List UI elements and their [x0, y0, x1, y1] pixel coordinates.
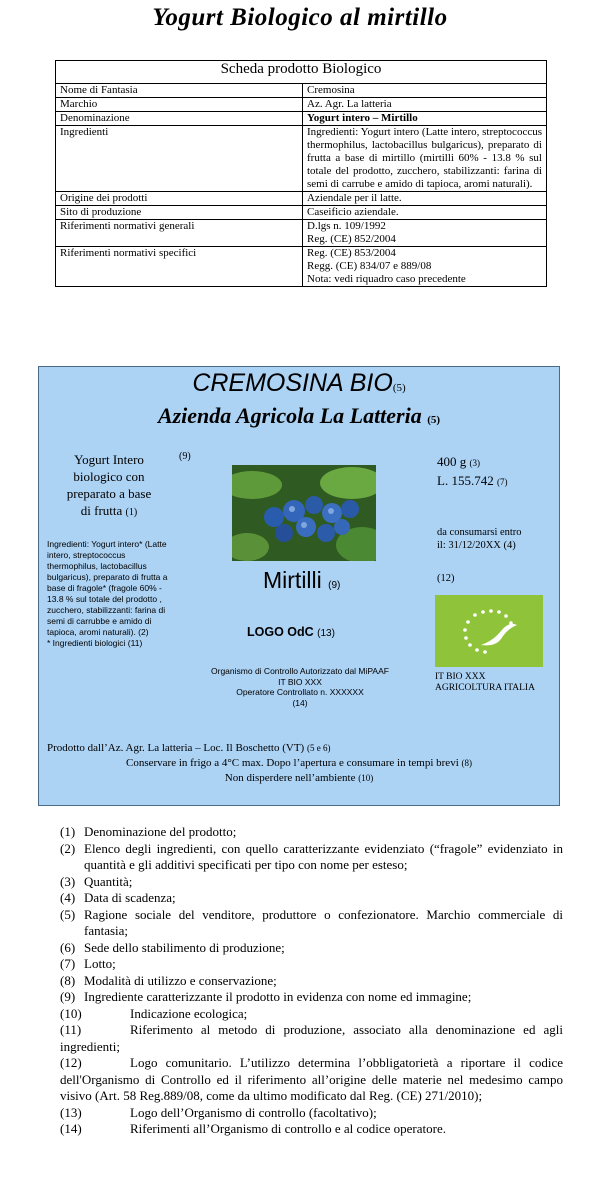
row-key: Nome di Fantasia [56, 84, 303, 98]
quantity-lot: 400 g (3) L. 155.742 (7) [437, 454, 508, 488]
control-body-info: Organismo di Controllo Autorizzato dal MiPAAF IT BIO XXX Operatore Controllato n. XXXXXX (14) [211, 666, 389, 708]
ref-number: (9) [179, 451, 191, 462]
row-value-line: Nota: vedi riquadro caso precedente [307, 273, 466, 285]
row-value: Aziendale per il latte. [303, 192, 547, 206]
table-row [56, 126, 547, 192]
row-value: Caseificio aziendale. [303, 206, 547, 220]
table-row [56, 112, 547, 126]
list-item: (4) Data di scadenza; [60, 890, 176, 905]
bio-code: IT BIO XXX AGRICOLTURA ITALIA [435, 672, 535, 693]
table-row [56, 220, 547, 247]
row-value: Az. Agr. La latteria [303, 98, 547, 112]
row-key: Sito di produzione [56, 206, 303, 220]
row-value-line: D.lgs n. 109/1992 [307, 220, 386, 232]
list-item: (6) Sede dello stabilimento di produzione; [60, 939, 285, 955]
list-item: (12) Logo comunitario. L’utilizzo determina l’obbligatorietà a riportare il codice dell'Organismo di Controllo ed il riferimento all’origine delle materie nel medesimo campo visivo (Art. 58 Reg.889/08, come da ultimo modificato dal Reg. (CE) 271/2010); [60, 1055, 563, 1103]
list-item: (10) Indicazione ecologica; [60, 1005, 248, 1021]
blueberries-photo-icon [232, 465, 376, 561]
list-item: (5) Ragione sociale del venditore, produttore o confezionatore. Marchio commerciale di fantasia; [60, 906, 563, 938]
odc-logo-placeholder: LOGO OdC (13) [247, 625, 335, 639]
row-value [303, 220, 547, 247]
row-value [303, 247, 547, 287]
list-item: (7) Lotto; [60, 956, 116, 971]
row-key: Origine dei prodotti [56, 192, 303, 206]
row-value: Ingredienti: Yogurt intero (Latte intero, streptococcus thermophilus, lactobacillus bulgaricus), preparato di frutta a base di mirtillo (mirtilli 60% - 13.8 % sul totale del prodotto, zucchero, stabilizzanti: farina di semi di carrube e amido di tapioca, aromi naturali). [303, 126, 547, 192]
row-key: Ingredienti [56, 126, 303, 192]
sheet-header: Scheda prodotto Biologico [56, 61, 547, 84]
product-sheet-table [55, 60, 547, 287]
product-denomination: Yogurt Intero biologico con preparato a base di frutta (1) [66, 452, 152, 518]
table-row [56, 84, 547, 98]
eu-organic-logo-icon [435, 595, 543, 667]
list-item: (14) Riferimenti all’Organismo di controllo e al codice operatore. [60, 1121, 446, 1136]
characterizing-ingredient: Mirtilli (9) [263, 567, 341, 593]
expiry-date: da consumarsi entro il: 31/12/20XX (4) [437, 527, 522, 551]
page-title: Yogurt Biologico al mirtillo [152, 4, 448, 31]
list-item: (9) Ingrediente caratterizzante il prodotto in evidenza con nome ed immagine; [60, 989, 472, 1004]
row-key: Denominazione [56, 112, 303, 126]
table-row [56, 247, 547, 287]
farm-name: Azienda Agricola La Latteria (5) [157, 403, 441, 428]
list-item: (11) Riferimento al metodo di produzione, associato alla denominazione ed agli ingredienti; [60, 1022, 563, 1054]
label-ingredients: Ingredienti: Yogurt intero* (Latte intero, streptococcus thermophilus, lactobacillus bulgaricus), preparato di frutta a base di fragole* (fragole 60% - 13.8 % sul totale del prodotto , zucchero, stabilizzanti: farina di semi di carrubbe e amido di tapioca, aromi naturali). (2) * Ingredienti biologici (11) [47, 539, 168, 648]
brand-name: CREMOSINA BIO(5) [192, 369, 406, 397]
row-value: Cremosina [303, 84, 547, 98]
row-value-line: Reg. (CE) 852/2004 [307, 233, 396, 245]
legend-list [60, 824, 563, 1138]
row-key: Riferimenti normativi generali [56, 220, 303, 247]
row-value-line: Reg. (CE) 853/2004 [307, 247, 396, 259]
storage-info: Conservare in frigo a 4°C max. Dopo l’apertura e consumare in tempi brevi (8) [125, 757, 473, 769]
row-key: Marchio [56, 98, 303, 112]
product-label [38, 366, 560, 806]
list-item: (13) Logo dell’Organismo di controllo (facoltativo); [60, 1104, 377, 1120]
list-item: (8) Modalità di utilizzo e conservazione; [60, 972, 277, 988]
row-value: Yogurt intero – Mirtillo [303, 112, 547, 126]
table-row [56, 192, 547, 206]
table-row [56, 98, 547, 112]
list-item: (1) Denominazione del prodotto; [60, 824, 237, 839]
row-key: Riferimenti normativi specifici [56, 247, 303, 287]
list-item: (3) Quantità; [60, 873, 133, 889]
producer-info: Prodotto dall’Az. Agr. La latteria – Loc. Il Boschetto (VT) (5 e 6) [47, 742, 331, 754]
ref-number: (12) [437, 573, 455, 584]
ecology-info: Non disperdere nell’ambiente (10) [224, 772, 374, 784]
row-value-line: Regg. (CE) 834/07 e 889/08 [307, 260, 432, 272]
list-item: (2) Elenco degli ingredienti, con quello caratterizzante evidenziato (“fragole” evidenziato in quantità e gli additivi specificati per tipo con nome per esteso; [60, 840, 563, 872]
table-row [56, 206, 547, 220]
